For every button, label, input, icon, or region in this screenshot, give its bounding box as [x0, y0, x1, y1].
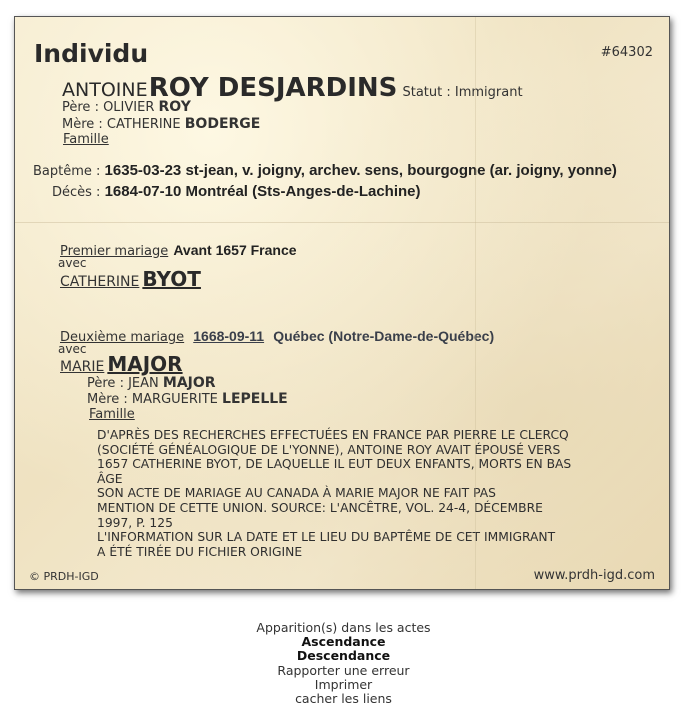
descendance-link[interactable]: Descendance	[296, 648, 391, 664]
death-row	[52, 181, 421, 200]
first-marriage-link[interactable]: Premier mariage	[60, 244, 169, 259]
report-error-link[interactable]: Rapporter une erreur	[277, 662, 410, 678]
mother-first-name: CATHERINE	[106, 117, 181, 132]
individual-card	[14, 16, 670, 590]
baptism-row	[33, 160, 617, 179]
note-line: L'INFORMATION SUR LA DATE ET LE LIEU DU BAPTÊME DE CET IMMIGRANT	[97, 530, 556, 545]
second-marriage-link[interactable]: Deuxième mariage	[60, 330, 185, 345]
mother-last-name: BODERGE	[184, 116, 261, 132]
spouse-mother-label: Mère :	[87, 392, 132, 407]
spouse-mother-last-name: LEPELLE	[222, 391, 288, 407]
second-marriage-row	[60, 326, 494, 345]
death-value: 1684-07-10 Montréal (Sts-Anges-de-Lachine)	[104, 183, 421, 200]
person-family-link[interactable]: Famille	[63, 132, 109, 147]
note-line: A ÉTÉ TIRÉE DU FICHIER ORIGINE	[97, 544, 303, 559]
note-line: SON ACTE DE MARIAGE AU CANADA À MARIE MAJOR NE FAIT PAS	[97, 486, 496, 501]
second-spouse-family-link[interactable]: Famille	[89, 407, 135, 422]
first-marriage-row	[60, 240, 297, 259]
second-spouse-mother	[87, 391, 288, 407]
genealogy-note	[97, 428, 597, 559]
print-link[interactable]: Imprimer	[314, 676, 373, 692]
second-spouse-name[interactable]	[60, 352, 183, 376]
page-title: Individu	[34, 39, 149, 68]
death-label: Décès :	[52, 185, 105, 200]
father-first-name: OLIVIER	[103, 100, 155, 115]
mother-label: Mère :	[62, 117, 107, 132]
note-line: (SOCIÉTÉ GÉNÉALOGIQUE DE L'YONNE), ANTOINE ROY AVAIT ÉPOUSÉ VERS	[97, 442, 561, 457]
spouse-father-last-name: MAJOR	[162, 375, 216, 391]
spouse-mother-first-name: MARGUERITE	[131, 392, 218, 407]
baptism-value: 1635-03-23 st-jean, v. joigny, archev. sens, bourgogne (ar. joigny, yonne)	[104, 162, 617, 179]
second-marriage-with: avec	[58, 342, 87, 356]
second-spouse-first-name[interactable]: MARIE	[60, 359, 105, 375]
father-last-name: ROY	[158, 99, 191, 115]
appearances-link[interactable]: Apparition(s) dans les actes	[256, 620, 431, 635]
note-line: MENTION DE CETTE UNION. SOURCE: L'ANCÊTRE, VOL. 24-4, DÉCEMBRE	[97, 500, 543, 515]
record-id: #64302	[600, 45, 653, 60]
hide-links-link[interactable]: cacher les liens	[295, 691, 392, 707]
second-spouse-father	[87, 375, 216, 391]
note-line: ÂGE	[97, 471, 123, 486]
baptism-label: Baptême :	[33, 164, 105, 179]
first-spouse-first-name[interactable]: CATHERINE	[60, 274, 140, 290]
second-marriage-place: Québec (Notre-Dame-de-Québec)	[273, 328, 495, 344]
note-line: 1657 CATHERINE BYOT, DE LAQUELLE IL EUT DEUX ENFANTS, MORTS EN BAS	[97, 457, 572, 472]
person-mother	[62, 116, 260, 132]
first-spouse-last-name[interactable]: BYOT	[142, 267, 201, 291]
copyright-text: © PRDH-IGD	[29, 570, 99, 583]
spouse-father-first-name: JEAN	[128, 376, 159, 391]
first-spouse-name[interactable]	[60, 267, 201, 291]
person-first-name: ANTOINE	[62, 79, 148, 101]
first-marriage-with: avec	[58, 256, 87, 270]
second-spouse-last-name[interactable]: MAJOR	[107, 352, 183, 376]
second-marriage-date-link[interactable]: 1668-09-11	[193, 328, 265, 344]
ascendance-link[interactable]: Ascendance	[301, 634, 386, 650]
father-label: Père :	[62, 100, 104, 115]
website-text: www.prdh-igd.com	[533, 568, 655, 583]
person-father	[62, 99, 191, 115]
note-line: D'APRÈS DES RECHERCHES EFFECTUÉES EN FRANCE PAR PIERRE LE CLERCQ	[97, 428, 569, 442]
action-links	[0, 621, 687, 706]
person-status: Statut : Immigrant	[402, 85, 523, 100]
note-line: 1997, P. 125	[97, 515, 173, 530]
first-marriage-value: Avant 1657 France	[173, 242, 297, 258]
spouse-father-label: Père :	[87, 376, 129, 391]
person-last-name: ROY DESJARDINS	[148, 73, 398, 103]
